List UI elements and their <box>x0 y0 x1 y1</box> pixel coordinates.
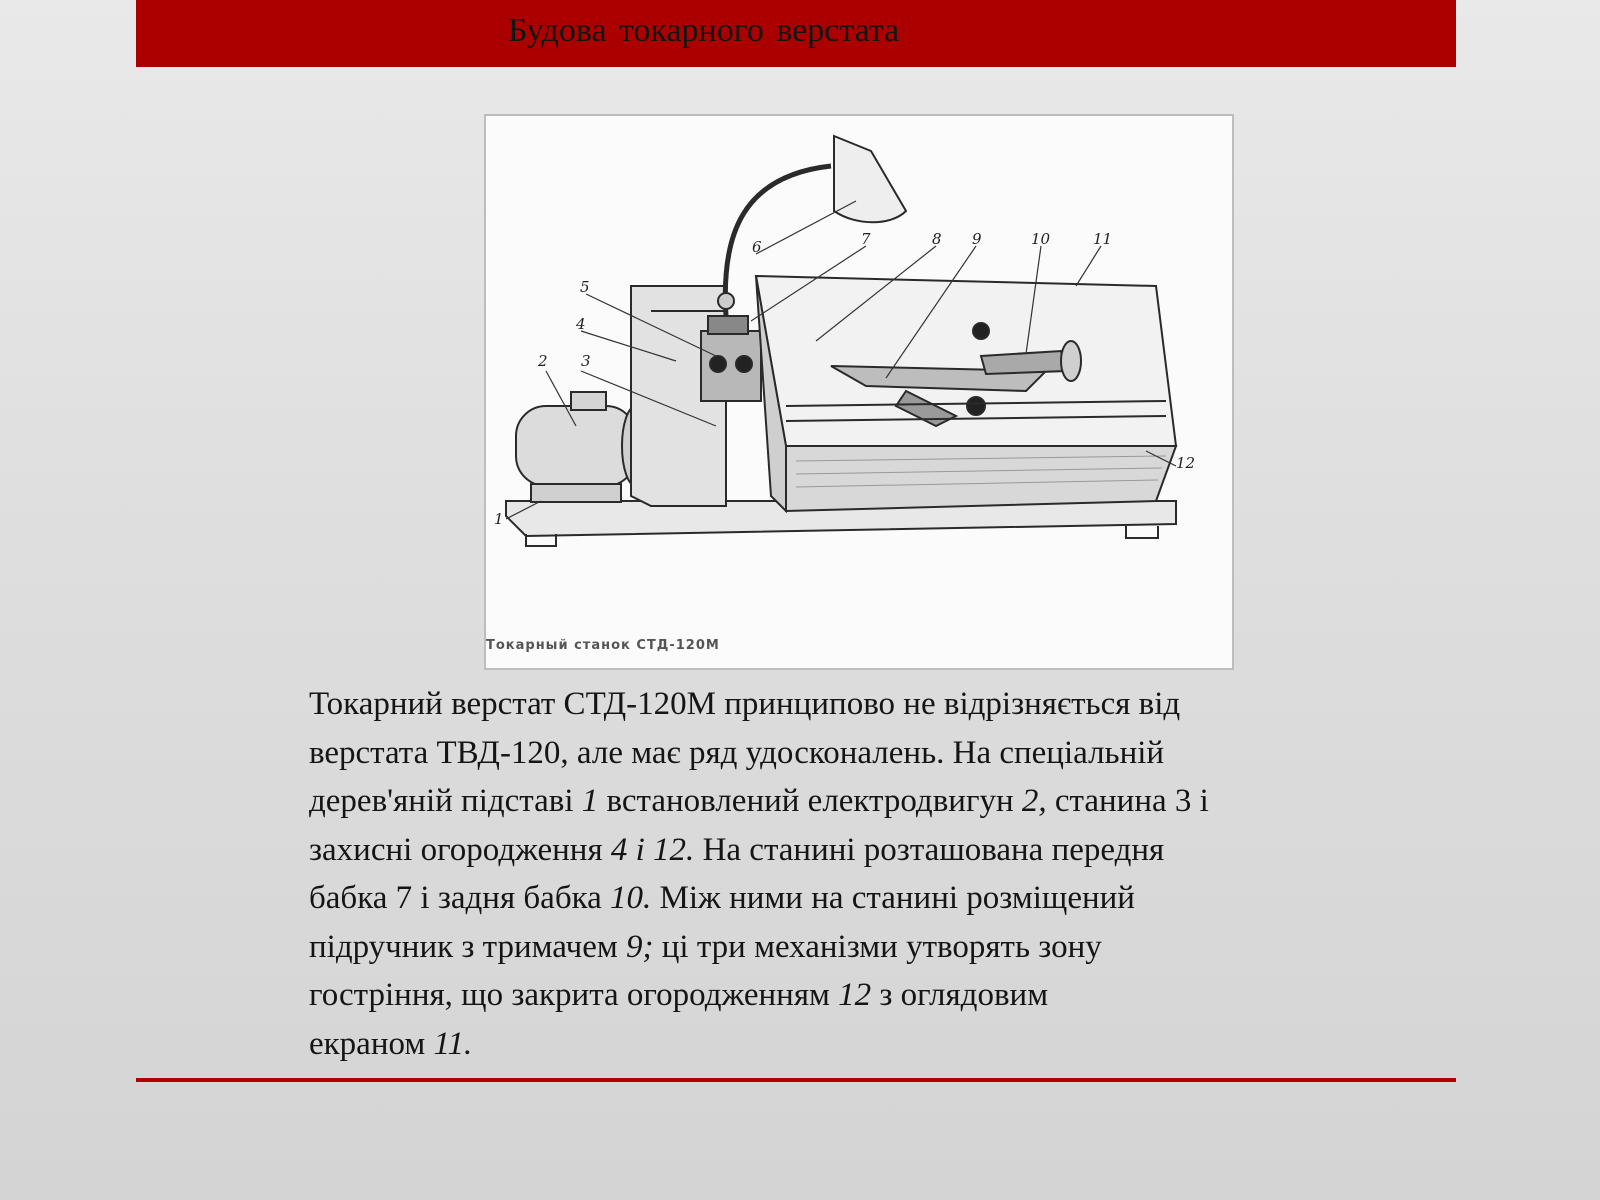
callout-12: 12 <box>1176 454 1196 472</box>
callout-11: 11 <box>1093 230 1113 248</box>
bottom-rule <box>136 1078 1456 1082</box>
motor-terminal-box <box>571 392 606 410</box>
body-run: ці три механізми утворять зону <box>653 928 1102 965</box>
body-run: дерев'яній підставі <box>309 783 582 819</box>
body-paragraph <box>309 680 1449 1068</box>
lathe-diagram <box>486 116 1232 668</box>
body-run-italic: 2, <box>1021 783 1047 819</box>
body-run: з оглядовим <box>871 977 1049 1013</box>
body-run-italic: 9; <box>626 928 654 965</box>
body-line <box>309 1020 1449 1069</box>
figure-caption: Токарный станок СТД-120М <box>486 638 720 653</box>
lamp-shade <box>834 136 906 222</box>
callout-10: 10 <box>1031 230 1051 248</box>
title-bar <box>136 0 1456 67</box>
leader-11 <box>1076 246 1101 286</box>
body-run-italic: 10. <box>610 880 652 916</box>
lamp-joint <box>718 293 734 309</box>
callout-3: 3 <box>581 352 591 370</box>
body-run-italic: 1 <box>581 783 599 819</box>
base-foot-right <box>1126 526 1158 538</box>
body-run: Токарний верстат СТД-120М принципово не відрізняється від <box>309 686 1181 722</box>
holder-knob <box>967 397 985 415</box>
body-run: станина 3 і <box>1046 783 1209 819</box>
body-run: бабка 7 і задня бабка <box>309 880 611 916</box>
body-run: На станині розташована передня <box>694 831 1165 868</box>
tailstock-handle <box>973 323 989 339</box>
lathe-figure <box>484 114 1234 670</box>
body-run: підручник з тримачем <box>309 928 627 965</box>
callout-8: 8 <box>932 230 942 248</box>
body-line <box>309 923 1449 972</box>
tailstock-quill <box>981 351 1066 374</box>
body-run-italic: 12 <box>838 977 872 1013</box>
lamp-clamp <box>708 316 748 334</box>
body-run: гостріння, що закрита огородженням <box>309 977 839 1013</box>
callout-9: 9 <box>972 230 982 248</box>
spindle-left <box>710 356 726 372</box>
body-line <box>309 874 1449 923</box>
body-line <box>309 729 1449 778</box>
enclosure-front <box>776 446 1176 511</box>
motor-body <box>516 406 636 486</box>
body-line <box>309 971 1449 1020</box>
body-line <box>309 680 1449 729</box>
body-run: захисні огородження <box>309 831 611 868</box>
callout-1: 1 <box>494 510 504 528</box>
motor-mount <box>531 484 621 502</box>
body-run: екраном <box>309 1025 434 1062</box>
callout-4: 4 <box>576 315 586 333</box>
body-run: Між ними на станині розміщений <box>651 880 1135 916</box>
leader-6 <box>756 201 856 254</box>
tailstock-wheel <box>1061 341 1081 381</box>
callout-6: 6 <box>752 238 762 256</box>
body-line <box>309 826 1449 875</box>
callout-5: 5 <box>580 278 590 296</box>
body-run-italic: 4 і 12. <box>610 831 695 868</box>
body-line <box>309 777 1449 826</box>
body-run: встановлений електродвигун <box>598 783 1022 819</box>
body-run: верстата ТВД-120, але має ряд удосконалень. На спеціальній <box>309 734 1165 771</box>
callout-2: 2 <box>538 352 548 370</box>
callout-7: 7 <box>861 230 871 248</box>
body-run-italic: 11. <box>433 1025 473 1062</box>
slide-title: Будова токарного верстата <box>508 12 900 49</box>
spindle-right <box>736 356 752 372</box>
